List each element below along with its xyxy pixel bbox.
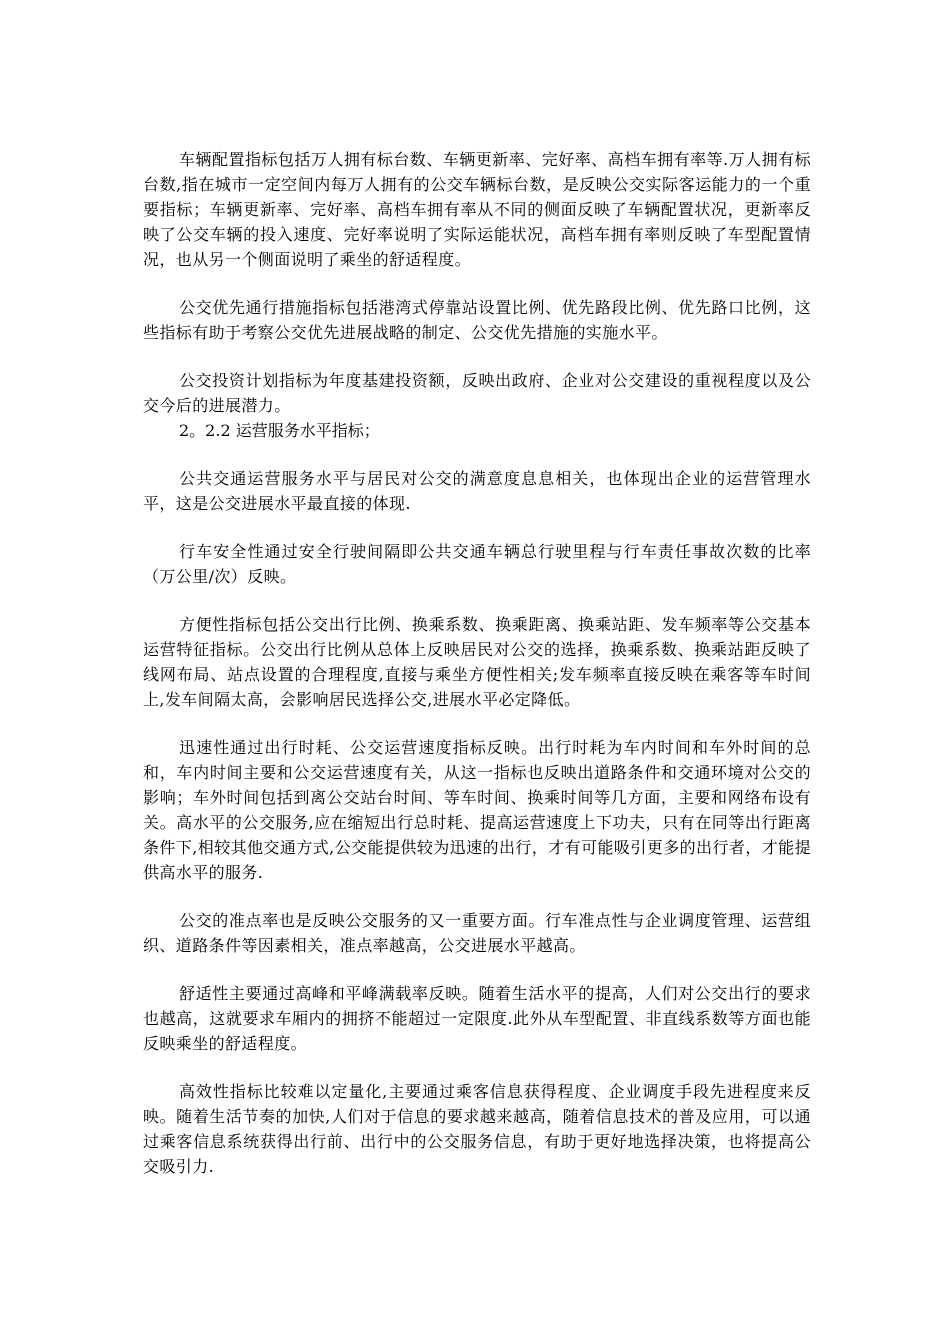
paragraph-priority-measures: 公交优先通行措施指标包括港湾式停靠站设置比例、优先路段比例、优先路口比例，这些指标有助于考察公交优先进展战略的制定、公交优先措施的实施水平。 (143, 298, 811, 342)
paragraph-investment-plan: 公交投资计划指标为年度基建投资额，反映出政府、企业对公交建设的重视程度以及公交今后的进展潜力。 (143, 371, 811, 415)
paragraph-efficiency: 高效性指标比较难以定量化,主要通过乘客信息获得程度、企业调度手段先进程度来反映。随着生活节奏的加快,人们对于信息的要求越来越高，随着信息技术的普及应用，可以通过乘客信息系统获得出行前、出行中的公交服务信息，有助于更好地选择决策，也将提高公交吸引力. (143, 1082, 811, 1176)
paragraph-comfort: 舒适性主要通过高峰和平峰满载率反映。随着生活水平的提高，人们对公交出行的要求也越高，这就要求车厢内的拥挤不能超过一定限度.此外从车型配置、非直线系数等方面也能反映乘坐的舒适程度。 (143, 984, 811, 1053)
document-body (143, 147, 811, 1179)
section-heading: 2。2.2 运营服务水平指标； (179, 421, 380, 440)
paragraph-speed: 迅速性通过出行时耗、公交运营速度指标反映。出行时耗为车内时间和车外时间的总和，车内时间主要和公交运营速度有关，从这一指标也反映出道路条件和交通环境对公交的影响；车外时间包括到离公交站台时间、等车时间、换乘时间等几方面，主要和网络布设有关。高水平的公交服务,应在缩短出行总时耗、提高运营速度上下功夫，只有在同等出行距离条件下,相较其他交通方式,公交能提供较为迅速的出行，才有可能吸引更多的出行者，才能提供高水平的服务. (143, 738, 811, 882)
paragraph-safety: 行车安全性通过安全行驶间隔即公共交通车辆总行驶里程与行车责任事故次数的比率（万公里/次）反映。 (143, 542, 811, 586)
paragraph-vehicle-configuration: 车辆配置指标包括万人拥有标台数、车辆更新率、完好率、高档车拥有率等.万人拥有标台数,指在城市一定空间内每万人拥有的公交车辆标台数，是反映公交实际客运能力的一个重要指标；车辆更新率、完好率、高档车拥有率从不同的侧面反映了车辆配置状况，更新率反映了公交车辆的投入速度、完好率说明了实际运能状况，高档车拥有率则反映了车型配置情况，也从另一个侧面说明了乘坐的舒适程度。 (143, 150, 811, 269)
paragraph-punctuality: 公交的准点率也是反映公交服务的又一重要方面。行车准点性与企业调度管理、运营组织、道路条件等因素相关，准点率越高，公交进展水平越高。 (143, 911, 811, 955)
paragraph-convenience: 方便性指标包括公交出行比例、换乘系数、换乘距离、换乘站距、发车频率等公交基本运营特征指标。公交出行比例从总体上反映居民对公交的选择，换乘系数、换乘站距反映了线网布局、站点设置的合理程度,直接与乘坐方便性相关;发车频率直接反映在乘客等车时间上,发车间隔太高，会影响居民选择公交,进展水平必定降低。 (143, 615, 811, 709)
paragraph-service-level: 公共交通运营服务水平与居民对公交的满意度息息相关，也体现出企业的运营管理水平，这是公交进展水平最直接的体现. (143, 469, 811, 513)
